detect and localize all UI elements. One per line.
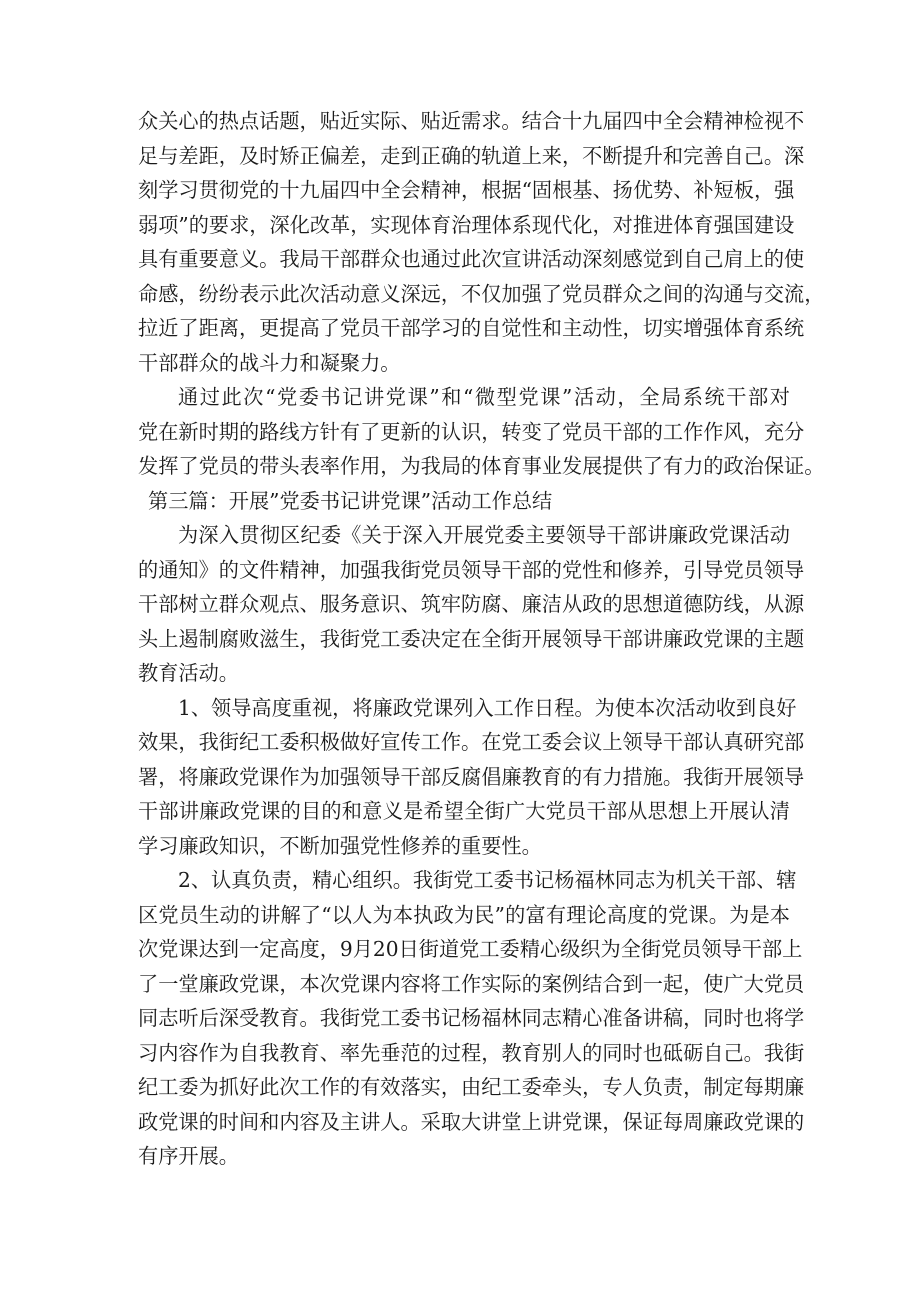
text-line: 刻学习贯彻党的十九届四中全会精神，根据“固根基、扬优势、补短板，强: [138, 178, 795, 202]
text-line: 教育活动。: [138, 661, 239, 685]
text-line: 干部群众的战斗力和凝聚力。: [138, 350, 401, 375]
text-line: 习内容作为自我教育、率先垂范的过程，教育别人的同时也砥砺自己。我街: [138, 1040, 805, 1065]
section-heading: 第三篇：开展”党委书记讲党课”活动工作总结: [148, 488, 553, 513]
text-line: 具有重要意义。我局干部群众也通过此次宣讲活动深刻感觉到自己肩上的使: [138, 247, 805, 271]
text-line: 足与差距，及时矫正偏差，走到正确的轨道上来，不断提升和完善自己。深: [138, 143, 805, 168]
text-line: 拉近了距离，更提高了党员干部学习的自觉性和主动性，切实增强体育系统: [138, 316, 805, 340]
text-line: 党在新时期的路线方针有了更新的认识，转变了党员干部的工作作风，充分: [138, 419, 805, 444]
text-line: 学习廉政知识，不断加强党性修养的重要性。: [138, 833, 542, 858]
text-line: 署，将廉政党课作为加强领导干部反腐倡廉教育的有力措施。我街开展领导: [138, 764, 805, 789]
text-line: 1、领导高度重视，将廉政党课列入工作日程。为使本次活动收到良好: [178, 695, 797, 720]
text-line: 干部树立群众观点、服务意识、筑牢防腐、廉洁从政的思想道德防线，从源: [138, 592, 805, 616]
text-line: 弱项”的要求，深化改革，实现体育治理体系现代化，对推进体育强国建设: [138, 212, 795, 237]
text-line: 众关心的热点话题，贴近实际、贴近需求。结合十九届四中全会精神检视不: [138, 109, 805, 133]
text-line: 次党课达到一定高度，9月20日街道党工委精心级织为全街党员领导干部上: [138, 937, 803, 961]
text-line: 命感，纷纷表示此次活动意义深远，不仅加强了党员群众之间的沟通与交流，: [138, 281, 825, 306]
text-line: 为深入贯彻区纪委《关于深入开展党委主要领导干部讲廉政党课活动: [178, 523, 790, 547]
text-line: 政党课的时间和内容及主讲人。采取大讲堂上讲党课，保证每周廉政党课的: [138, 1109, 805, 1134]
text-line: 的通知》的文件精神，加强我街党员领导干部的党性和修养，引导党员领导: [138, 557, 805, 582]
text-line: 发挥了党员的带头表率作用，为我局的体育事业发展提供了有力的政治保证。: [138, 454, 825, 478]
text-line: 头上遏制腐败滋生，我街党工委决定在全街开展领导干部讲廉政党课的主题: [138, 626, 805, 651]
text-line: 2、认真负责，精心组织。我街党工委书记杨福林同志为机关干部、辖: [178, 868, 797, 892]
text-line: 同志听后深受教育。我街党工委书记杨福林同志精心准备讲稿，同时也将学: [138, 1006, 805, 1030]
text-line: 纪工委为抓好此次工作的有效落实，由纪工委牵头，专人负责，制定每期廉: [138, 1075, 805, 1099]
text-line: 区党员生动的讲解了“以人为本执政为民”的富有理论高度的党课。为是本: [138, 902, 790, 927]
document-body: [138, 104, 825, 1174]
text-line: 干部讲廉政党课的目的和意义是希望全街广大党员干部从思想上开展认清: [138, 799, 790, 823]
text-line: 效果，我街纪工委积极做好宣传工作。在党工委会议上领导干部认真研究部: [138, 730, 805, 754]
text-line: 通过此次“党委书记讲党课”和“微型党课”活动，全局系统干部对: [178, 385, 790, 409]
text-line: 有序开展。: [138, 1144, 239, 1168]
text-line: 了一堂廉政党课，本次党课内容将工作实际的案例结合到一起，使广大党员: [138, 971, 805, 996]
